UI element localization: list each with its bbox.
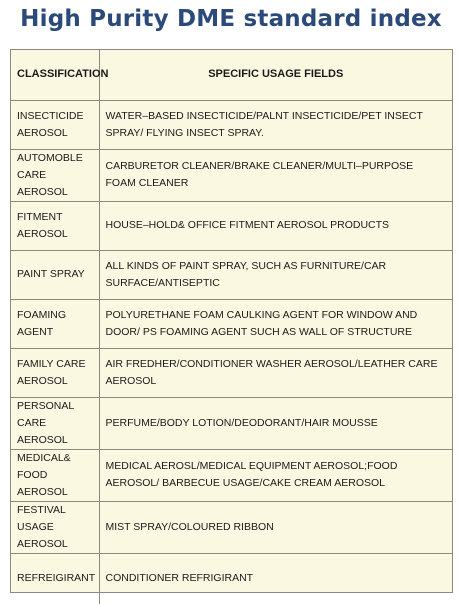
table-row xyxy=(11,501,452,553)
table-row xyxy=(11,100,452,149)
table-row xyxy=(11,348,452,397)
usage-table-container xyxy=(10,49,453,593)
classification-cell: FESTIVAL USAGE AEROSOL xyxy=(11,501,99,553)
usage-table xyxy=(11,50,452,604)
usage-cell: PERFUME/BODY LOTION/DEODORANT/HAIR MOUSSE xyxy=(99,397,452,449)
table-row xyxy=(11,201,452,250)
classification-cell: PERSONAL CARE AEROSOL xyxy=(11,397,99,449)
page-title: High Purity DME standard index xyxy=(20,6,442,32)
table-row xyxy=(11,553,452,604)
usage-cell: MIST SPRAY/COLOURED RIBBON xyxy=(99,501,452,553)
classification-cell: FOAMING AGENT xyxy=(11,299,99,348)
usage-cell: AIR FREDHER/CONDITIONER WASHER AEROSOL/LEATHER CARE AEROSOL xyxy=(99,348,452,397)
classification-cell: PAINT SPRAY xyxy=(11,250,99,299)
usage-cell: CONDITIONER REFRIGIRANT xyxy=(99,553,452,604)
table-header-row xyxy=(11,50,452,100)
classification-cell: FITMENT AEROSOL xyxy=(11,201,99,250)
classification-cell: REFREIGIRANT xyxy=(11,553,99,604)
classification-cell: MEDICAL& FOOD AEROSOL xyxy=(11,449,99,501)
table-row xyxy=(11,449,452,501)
classification-cell: AUTOMOBLE CARE AEROSOL xyxy=(11,149,99,201)
usage-cell: WATER–BASED INSECTICIDE/PALNT INSECTICIDE/PET INSECT SPRAY/ FLYING INSECT SPRAY. xyxy=(99,100,452,149)
table-row xyxy=(11,299,452,348)
table-row xyxy=(11,250,452,299)
classification-cell: FAMILY CARE AEROSOL xyxy=(11,348,99,397)
header-classification: CLASSIFICATION xyxy=(11,50,99,100)
usage-cell: POLYURETHANE FOAM CAULKING AGENT FOR WINDOW AND DOOR/ PS FOAMING AGENT SUCH AS WALL OF STRUCTURE xyxy=(99,299,452,348)
usage-cell: MEDICAL AEROSL/MEDICAL EQUIPMENT AEROSOL;FOOD AEROSOL/ BARBECUE USAGE/CAKE CREAM AEROSOL xyxy=(99,449,452,501)
table-row xyxy=(11,149,452,201)
table-row xyxy=(11,397,452,449)
usage-cell: ALL KINDS OF PAINT SPRAY, SUCH AS FURNITURE/CAR SURFACE/ANTISEPTIC xyxy=(99,250,452,299)
usage-cell: HOUSE–HOLD& OFFICE FITMENT AEROSOL PRODUCTS xyxy=(99,201,452,250)
usage-cell: CARBURETOR CLEANER/BRAKE CLEANER/MULTI–PURPOSE FOAM CLEANER xyxy=(99,149,452,201)
header-usage: SPECIFIC USAGE FIELDS xyxy=(99,50,452,100)
classification-cell: INSECTICIDE AEROSOL xyxy=(11,100,99,149)
